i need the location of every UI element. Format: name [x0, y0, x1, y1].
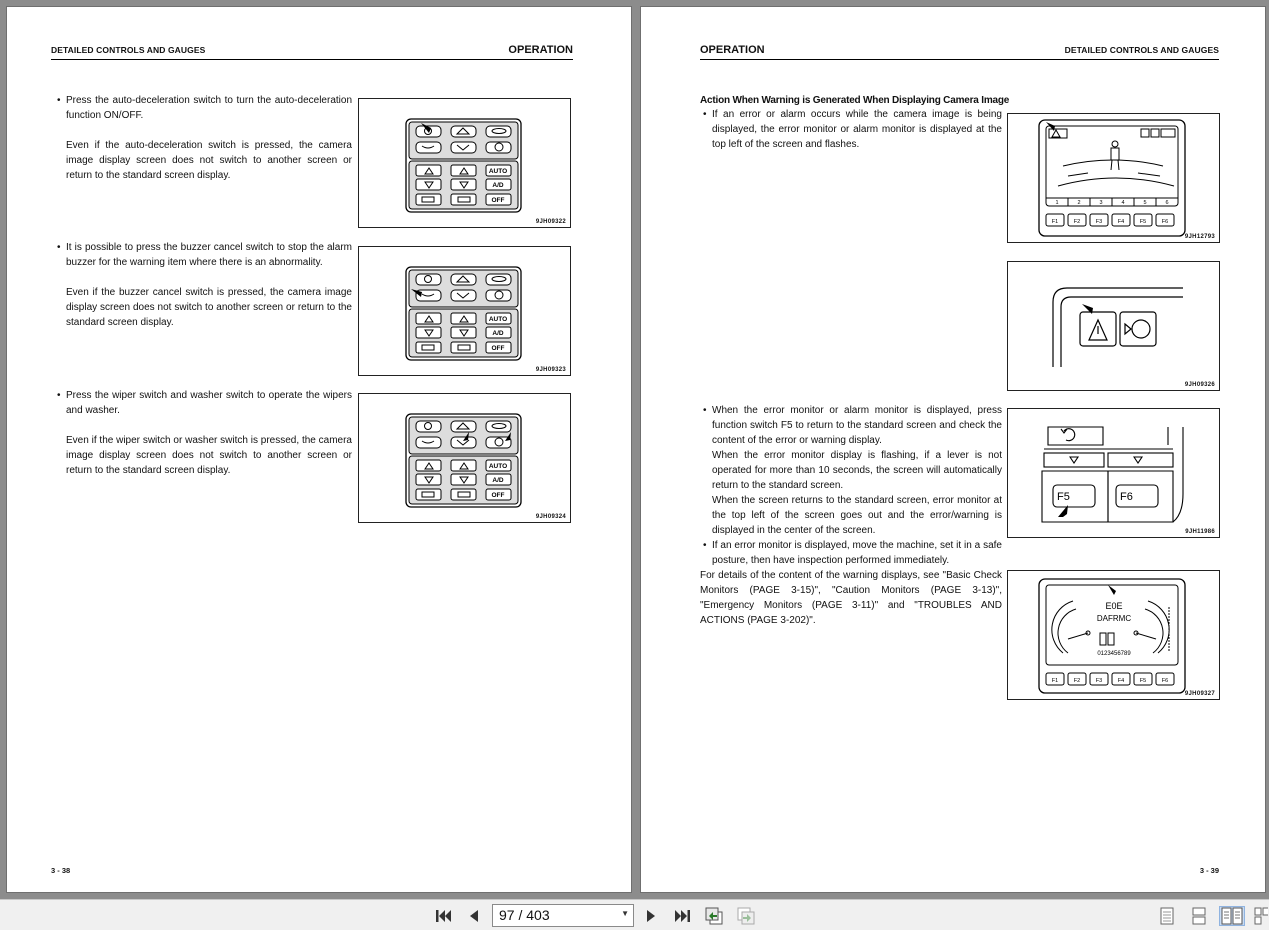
- camera-tab-label: 3: [1099, 200, 1103, 206]
- standard-screen-drawing: [1039, 579, 1185, 693]
- header-chapter: OPERATION: [700, 44, 765, 56]
- camera-tab-label: 6: [1165, 200, 1169, 206]
- bullet-text: • If an error or alarm occurs while the camera image is being displayed, the error monitor or alarm monitor is displayed at the top left of the screen and flashes.: [700, 107, 1002, 152]
- bullet-text: • If an error monitor is displayed, move the machine, set it in a safe posture, then have inspection performed immediately.: [700, 538, 1002, 568]
- continuous-view-icon: [1192, 907, 1206, 925]
- function-keys-illustration: [1008, 409, 1219, 537]
- last-page-button[interactable]: [672, 906, 692, 926]
- two-page-view-button[interactable]: [1219, 906, 1245, 926]
- camera-monitor-illustration: [1008, 114, 1219, 242]
- single-page-view-button[interactable]: [1157, 906, 1177, 926]
- keypad-ad-label: A/D: [492, 477, 504, 484]
- next-view-icon: [736, 907, 756, 925]
- warning-closeup-illustration: [1008, 262, 1219, 390]
- text-block-2: [54, 240, 352, 330]
- text-block-1: [54, 93, 352, 183]
- header-section: DETAILED CONTROLS AND GAUGES: [51, 45, 206, 55]
- figure-camera-monitor: [1007, 113, 1220, 243]
- camera-tab-label: 4: [1121, 200, 1125, 206]
- function-key-label: F6: [1161, 219, 1169, 225]
- two-page-continuous-icon: [1254, 907, 1268, 925]
- left-page: [6, 6, 632, 893]
- function-key-label: F4: [1117, 219, 1125, 225]
- page-number-select[interactable]: [492, 904, 634, 927]
- function-key-label: F6: [1161, 678, 1169, 684]
- next-page-button[interactable]: [641, 906, 661, 926]
- function-key-label: F1: [1051, 219, 1059, 225]
- last-page-icon: [673, 908, 691, 924]
- figure-keypad-2: [358, 246, 571, 376]
- text-bullet-1: [700, 107, 1002, 152]
- section-title: Action When Warning is Generated When Displaying Camera Image: [700, 95, 1010, 106]
- figure-code: 9JH11986: [1185, 529, 1215, 535]
- function-key-label: F2: [1073, 219, 1081, 225]
- page-header: [700, 43, 1219, 60]
- function-key-label: F1: [1051, 678, 1059, 684]
- header-section: DETAILED CONTROLS AND GAUGES: [1064, 45, 1219, 55]
- figure-function-keys: [1007, 408, 1220, 538]
- first-page-icon: [435, 908, 453, 924]
- previous-view-icon: [704, 907, 724, 925]
- f6-key-label: F6: [1120, 491, 1133, 503]
- page-number: 3 - 38: [51, 866, 71, 875]
- bullet-continuation: When the error monitor display is flashing, if a lever is not operated for more than 10 seconds, the screen will automatically return to the standard screen.: [712, 450, 1002, 491]
- camera-tab-label: 2: [1077, 200, 1081, 206]
- function-key-label: F3: [1095, 678, 1103, 684]
- previous-page-button[interactable]: [464, 906, 484, 926]
- keypad-off-label: OFF: [491, 197, 505, 204]
- bullet-text: • When the error monitor or alarm monitor is displayed, press function switch F5 to return to the standard screen and check the content of the error or warning display.: [700, 403, 1002, 448]
- two-page-icon: [1221, 907, 1243, 925]
- viewer-toolbar: [0, 899, 1269, 930]
- camera-tab-label: 1: [1055, 200, 1059, 206]
- keypad-auto-label: AUTO: [488, 316, 508, 323]
- keypad-auto-label: AUTO: [488, 168, 508, 175]
- monitor-code-top: E0E: [1105, 601, 1123, 611]
- keypad-ad-label: A/D: [492, 330, 504, 337]
- function-key-label: F5: [1139, 678, 1147, 684]
- bullet-text: • Press the wiper switch and washer switch to operate the wipers and washer.: [54, 388, 352, 418]
- note-text: Even if the wiper switch or washer switch is pressed, the camera image display screen does not switch to another screen or return to the standard screen display.: [66, 435, 352, 476]
- function-key-label: F3: [1095, 219, 1103, 225]
- standard-screen-illustration: [1008, 571, 1219, 699]
- header-chapter: OPERATION: [508, 44, 573, 56]
- bullet-continuation: When the screen returns to the standard screen, error monitor at the top left of the screen goes out and the error/warning is displayed in the center of the screen.: [712, 495, 1002, 536]
- right-page: [640, 6, 1266, 893]
- figure-warning-closeup: [1007, 261, 1220, 391]
- figure-keypad-3: [358, 393, 571, 523]
- keypad-illustration: [359, 99, 570, 227]
- figure-code: 9JH09323: [535, 367, 566, 373]
- bullet-text: • It is possible to press the buzzer cancel switch to stop the alarm buzzer for the warning item where there is an abnormality.: [54, 240, 352, 270]
- text-block-3: [54, 388, 352, 478]
- function-key-label: F2: [1073, 678, 1081, 684]
- dropdown-arrow-icon: ▼: [621, 909, 629, 918]
- text-bullet-2: [700, 403, 1002, 628]
- note-text: Even if the auto-deceleration switch is pressed, the camera image display screen does not switch to another screen or return to the standard screen display.: [66, 140, 352, 181]
- keypad-illustration: [359, 394, 570, 522]
- keypad-off-label: OFF: [491, 345, 505, 352]
- keypad-off-label: OFF: [491, 492, 505, 499]
- bullet-text: • Press the auto-deceleration switch to turn the auto-deceleration function ON/OFF.: [54, 93, 352, 123]
- page-indicator: 97 / 403: [499, 907, 550, 923]
- figure-code: 9JH09326: [1184, 382, 1215, 388]
- two-page-continuous-view-button[interactable]: [1253, 906, 1269, 926]
- function-key-label: F5: [1139, 219, 1147, 225]
- previous-page-icon: [467, 908, 481, 924]
- f5-key-label: F5: [1057, 491, 1070, 503]
- figure-keypad-1: [358, 98, 571, 228]
- details-text: For details of the content of the warning displays, see "Basic Check Monitors (PAGE 3-15)", "Caution Monitors (PAGE 3-13)", "Emergency Monitors (PAGE 3-11)" and "TROUBLES AND ACTIONS (PAGE 3-202)".: [700, 570, 1002, 626]
- keypad-auto-label: AUTO: [488, 463, 508, 470]
- figure-code: 9JH09322: [535, 219, 566, 225]
- monitor-code-mid: DAFRMC: [1096, 614, 1132, 623]
- continuous-view-button[interactable]: [1189, 906, 1209, 926]
- monitor-digits: 0123456789: [1097, 651, 1131, 657]
- function-key-label: F4: [1117, 678, 1125, 684]
- figure-standard-screen: [1007, 570, 1220, 700]
- figure-code: 9JH09327: [1184, 691, 1215, 697]
- camera-tab-label: 5: [1143, 200, 1147, 206]
- page-number: 3 - 39: [1199, 866, 1219, 875]
- figure-code: 9JH09324: [535, 514, 566, 520]
- keypad-illustration: [359, 247, 570, 375]
- previous-view-button[interactable]: [704, 906, 724, 926]
- first-page-button[interactable]: [434, 906, 454, 926]
- next-page-icon: [644, 908, 658, 924]
- note-text: Even if the buzzer cancel switch is pressed, the camera image display screen does not switch to another screen or return to the standard screen display.: [66, 287, 352, 328]
- single-page-icon: [1160, 907, 1174, 925]
- page-header: [51, 43, 573, 60]
- next-view-button[interactable]: [736, 906, 756, 926]
- keypad-ad-label: A/D: [492, 182, 504, 189]
- figure-code: 9JH12793: [1184, 234, 1215, 240]
